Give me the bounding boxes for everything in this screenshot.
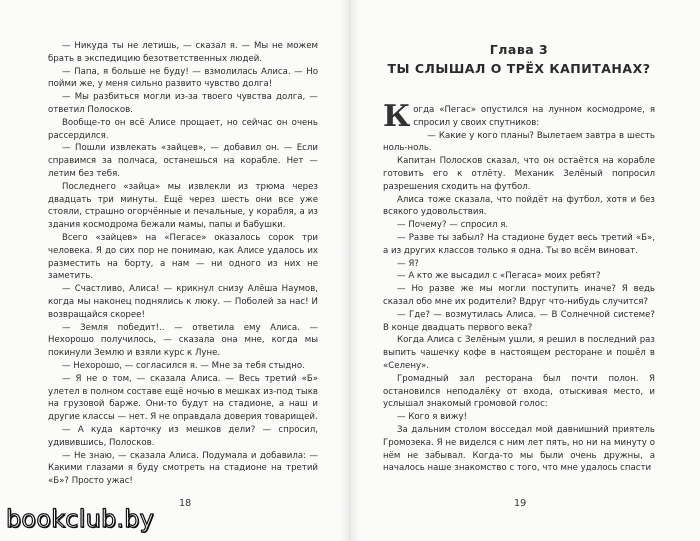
paragraph: — Кого я вижу! bbox=[397, 412, 468, 423]
paragraph: — А куда карточку из мешков дели? — спросил, удивившись, Полосков. bbox=[48, 424, 318, 448]
paragraph: — Не знаю, — сказала Алиса. Подумала и добавила: — Какими глазами я буду смотреть на стадионе на третий «Б»? Просто ужас! bbox=[48, 450, 318, 487]
paragraph: — Почему? — спросил я. bbox=[397, 220, 509, 231]
paragraph: — Мы разбиться могли из-за твоего чувства долга, — ответил Полосков. bbox=[48, 92, 318, 115]
paragraph: — А кто же высадил с «Пегаса» моих ребят? bbox=[397, 271, 601, 282]
paragraph: За дальним столом восседал мой давнишний приятель Громозека. Я не виделся с ним лет пять, но ни на минуту о нём не забывал. Когда-то мы были очень дружны, а началось наше знакомство с того, что мне удалось спасти bbox=[383, 424, 655, 474]
paragraph: Вообще-то он всё Алисе прощает, но сейчас он очень рассердился. bbox=[48, 117, 318, 141]
paragraph: — Папа, я больше не буду! — взмолилась Алиса. — Но пойми же, у меня сильно развито чувство долга! bbox=[48, 66, 318, 90]
paragraph: — Но разве же мы могли поступить иначе? Я ведь сказал обо мне их родители? Вдруг что-нибудь случится? bbox=[383, 284, 655, 307]
paragraph: Всего «зайцев» на «Пегасе» оказалось сорок три человека. Я до сих пор не понимаю, как Алисе удалось их разместить на борту, а нам — ни одного из них не заметить. bbox=[48, 232, 318, 282]
paragraph: — Какие у кого планы? Вылетаем завтра в шесть ноль-ноль. bbox=[383, 130, 655, 154]
first-paragraph bbox=[383, 99, 655, 134]
paragraph: — Земля победит!.. — ответила ему Алиса. — Нехорошо получилось, — сказала она мне, когда мы покинули Землю и взяли курс к Луне. bbox=[48, 322, 318, 359]
paragraph: Когда Алиса с Зелёным ушли, я решил в последний раз выпить чашечку кофе в настоящем ресторане и пошёл в «Селену». bbox=[383, 335, 655, 371]
paragraph: Алиса тоже сказала, что пойдёт на футбол, хотя и без всякого удовольствия. bbox=[383, 194, 655, 218]
paragraph: — Я? bbox=[397, 258, 419, 269]
paragraph: Последнего «зайца» мы извлекли из трюма через двадцать три минуты. Ещё через шесть они все уже стояли, страшно огорчённые и печальные, у корабля, а из здания космодрома бежали мамы, папы и бабушки. bbox=[48, 181, 318, 231]
paragraph: — Пошли извлекать «зайцев», — добавил он. — Если справимся за полчаса, останешься на корабле. Нет — летим без тебя. bbox=[48, 143, 318, 179]
watermark: bookclub.by bbox=[6, 505, 155, 533]
paragraph: — Никуда ты не летишь, — сказал я. — Мы не можем брать в экспедицию безответственных людей. bbox=[48, 41, 318, 64]
page-number-left: 18 bbox=[179, 498, 192, 509]
paragraph: — Счастливо, Алиса! — крикнул снизу Алёша Наумов, когда мы наконец поднялись к люку. — Поболей за нас! И возвращайся скорее! bbox=[48, 284, 318, 320]
page-number-right: 19 bbox=[514, 498, 527, 509]
paragraph: — Я не о том, — сказала Алиса. — Весь третий «Б» улетел в полном составе ещё ночью в мешках из-под тыкв на грузовой барже. Они-то будут на стадионе, а наш и другие классы — нет. Я не оправдала доверия товарищей. bbox=[48, 373, 318, 423]
paragraph: — Нехорошо, — согласился я. — Мне за тебя стыдно. bbox=[62, 360, 305, 371]
book-spine-gutter bbox=[340, 0, 360, 541]
chapter-title: ТЫ СЛЫШАЛ О ТРЁХ КАПИТАНАХ? bbox=[387, 61, 651, 76]
drop-cap: К bbox=[383, 99, 411, 134]
chapter-number: Глава 3 bbox=[489, 42, 549, 57]
first-paragraph-text: огда «Пегас» опустился на лунном космодроме, я спросил у своих спутников: bbox=[413, 105, 655, 128]
left-page-text bbox=[48, 40, 318, 488]
paragraph: Громадный зал ресторана был почти полон. Я остановился неподалёку от входа, отыскивая место, и услышал знакомый громовой голос: bbox=[383, 373, 655, 410]
paragraph: — Где? — возмутилась Алиса. — В Солнечной системе? В конце двадцать первого века? bbox=[383, 309, 655, 333]
right-page-text bbox=[383, 99, 655, 475]
paragraph: Капитан Полосков сказал, что он остаётся на корабле готовить его к отлёту. Механик Зелёный попросил разрешения сходить на футбол. bbox=[383, 156, 655, 192]
paragraph: — Разве ты забыл? На стадионе будет весь третий «Б», а из других классов только я одна. Ты во всём виноват. bbox=[383, 232, 655, 256]
